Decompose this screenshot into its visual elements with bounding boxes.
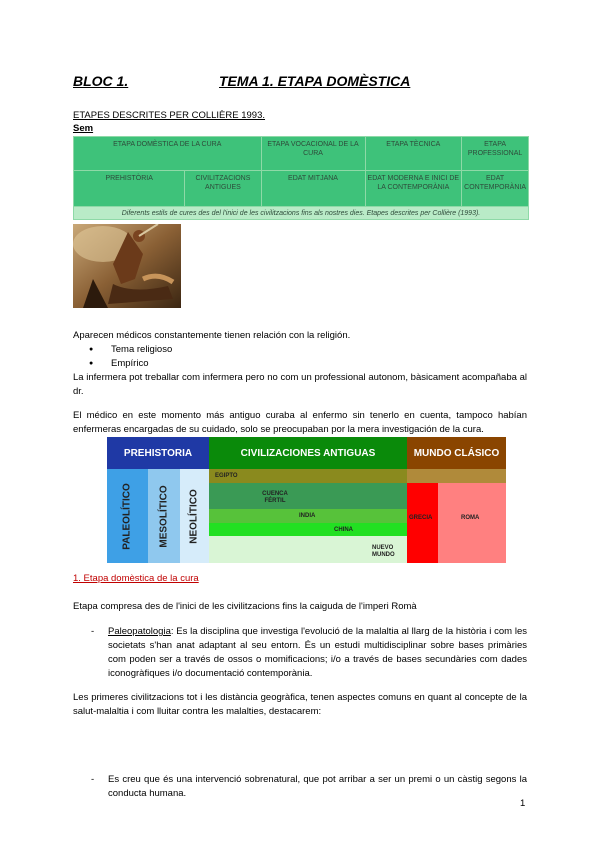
- table-cell: ETAPA TÈCNICA: [365, 137, 462, 171]
- table-cell: CIVILITZACIONS ANTIGUES: [185, 171, 261, 207]
- section-heading-link[interactable]: 1. Etapa domèstica de la cura: [73, 573, 199, 584]
- dash-item: - Es creu que és una intervenció sobrenatural, que pot arribar a ser un premi o un càstig segons la conducta humana.: [91, 774, 527, 799]
- tema-title: TEMA 1. ETAPA DOMÈSTICA: [219, 73, 411, 89]
- table-cell: PREHISTÒRIA: [74, 171, 185, 207]
- table-cell: ETAPA PROFESSIONAL: [462, 137, 529, 171]
- band-china-label: CHINA: [334, 527, 353, 533]
- band-india-label: INDIA: [299, 513, 316, 519]
- grecia-column: [407, 483, 438, 563]
- table-cell: EDAT MODERNA E INICI DE LA CONTEMPORÀNIA: [365, 171, 462, 207]
- roma-label: ROMA: [461, 515, 480, 521]
- band-cuenca-fertil: [209, 483, 407, 509]
- neolitico-column: [180, 469, 209, 563]
- bloc-title: BLOC 1.: [73, 73, 129, 89]
- band-nuevo-mundo: [209, 536, 407, 563]
- bullet-item: ● Empírico: [73, 357, 527, 371]
- section-paragraph-2: Les primeres civilitzacions tot i les distància geogràfica, tenen aspectes comuns en quant al concepte de la salut-malaltia i com lluitar contra les malalties, destacarem:: [73, 692, 527, 717]
- grecia-label: GRECIA: [409, 515, 433, 521]
- roma-column: [438, 483, 506, 563]
- header-prehistoria: PREHISTORIA: [107, 437, 209, 469]
- band-cuenca-label: CUENCA FÉRTIL: [262, 491, 288, 504]
- prehistoric-healing-image: [73, 224, 181, 308]
- neolitico-label: NEOLÍTICO: [189, 488, 201, 544]
- band-egipto-label: EGIPTO: [215, 473, 238, 479]
- etapes-title: ETAPES DESCRITES PER COLLIÈRE 1993.: [73, 110, 266, 121]
- header-mundo-clasico: MUNDO CLÁSICO: [407, 437, 506, 469]
- page-number: 1: [520, 798, 526, 809]
- paleolitico-column: [107, 469, 148, 563]
- paleolitico-label: PALEOLÍTICO: [122, 482, 134, 550]
- intro-paragraph-1: Aparecen médicos constantemente tienen relación con la religión.: [73, 330, 351, 341]
- header-civilizaciones: CIVILIZACIONES ANTIGUAS: [209, 437, 407, 469]
- band-india: [209, 509, 407, 523]
- band-china: [209, 523, 407, 536]
- paleopatologia-item: - Paleopatologia: Es la disciplina que investiga l'evolució de la malaltia al llarg de la història i com les societats s'han anat adaptant al seu entorn. És un estudi multidisciplinar sobre bases primàries com poden ser a través de ossos o momificacions; i/o a través de bases secundàries com dades iconogràfiques i/o documentació contemporània.: [91, 626, 527, 679]
- intro-paragraph-2: La infermera pot treballar com infermera pero no com un professional autonom, bàsicament acompañaba al dr.: [73, 372, 527, 397]
- band-nuevo-label: NUEVO MUNDO: [372, 545, 395, 558]
- band-egipto: [209, 469, 407, 483]
- table-cell: EDAT MITJANA: [261, 171, 365, 207]
- section-paragraph-1: Etapa compresa des de l'inici de les civilitzacions fins la caiguda de l'imperi Romà: [73, 601, 417, 612]
- intro-paragraph-3: El médico en este momento más antiguo curaba al enfermo sin tenerlo en cuenta, tampoco habían enfermeras encargadas de su cuidado, solo se preocupaban por la mera investigación de la cura.: [73, 410, 527, 435]
- bullet-item: ● Tema religioso: [73, 343, 527, 357]
- table-cell: ETAPA VOCACIONAL DE LA CURA: [261, 137, 365, 171]
- paleopatologia-term: Paleopatologia: [108, 626, 171, 637]
- history-timeline-chart: [107, 437, 506, 563]
- paleopatologia-definition: : Es la disciplina que investiga l'evolució de la malaltia al llarg de la història i com les societats s'han anat adaptant al seu entorn. És un estudi multidisciplinar sobre bases primàries com poden ser a través de ossos o momificacions; i/o a través de bases secundàries com dades iconogràfiques i/o documentació contemporània.: [108, 626, 527, 679]
- clasico-top-band: [407, 469, 506, 483]
- table-cell: EDAT CONTEMPORÀNIA: [462, 171, 529, 207]
- table-cell: ETAPA DOMÈSTICA DE LA CURA: [74, 137, 262, 171]
- sem-label: Sem: [73, 123, 94, 134]
- mesolitico-column: [148, 469, 180, 563]
- table-caption: Diferents estils de cures des del l'inici de les civilitzacions fins als nostres dies. Etapes descrites per Collière (1993).: [74, 207, 529, 220]
- dash-item-text: Es creu que és una intervenció sobrenatural, que pot arribar a ser un premi o un càstig segons la conducta humana.: [108, 774, 527, 799]
- mesolitico-label: MESOLÍTICO: [158, 484, 170, 548]
- stages-table: [73, 136, 529, 220]
